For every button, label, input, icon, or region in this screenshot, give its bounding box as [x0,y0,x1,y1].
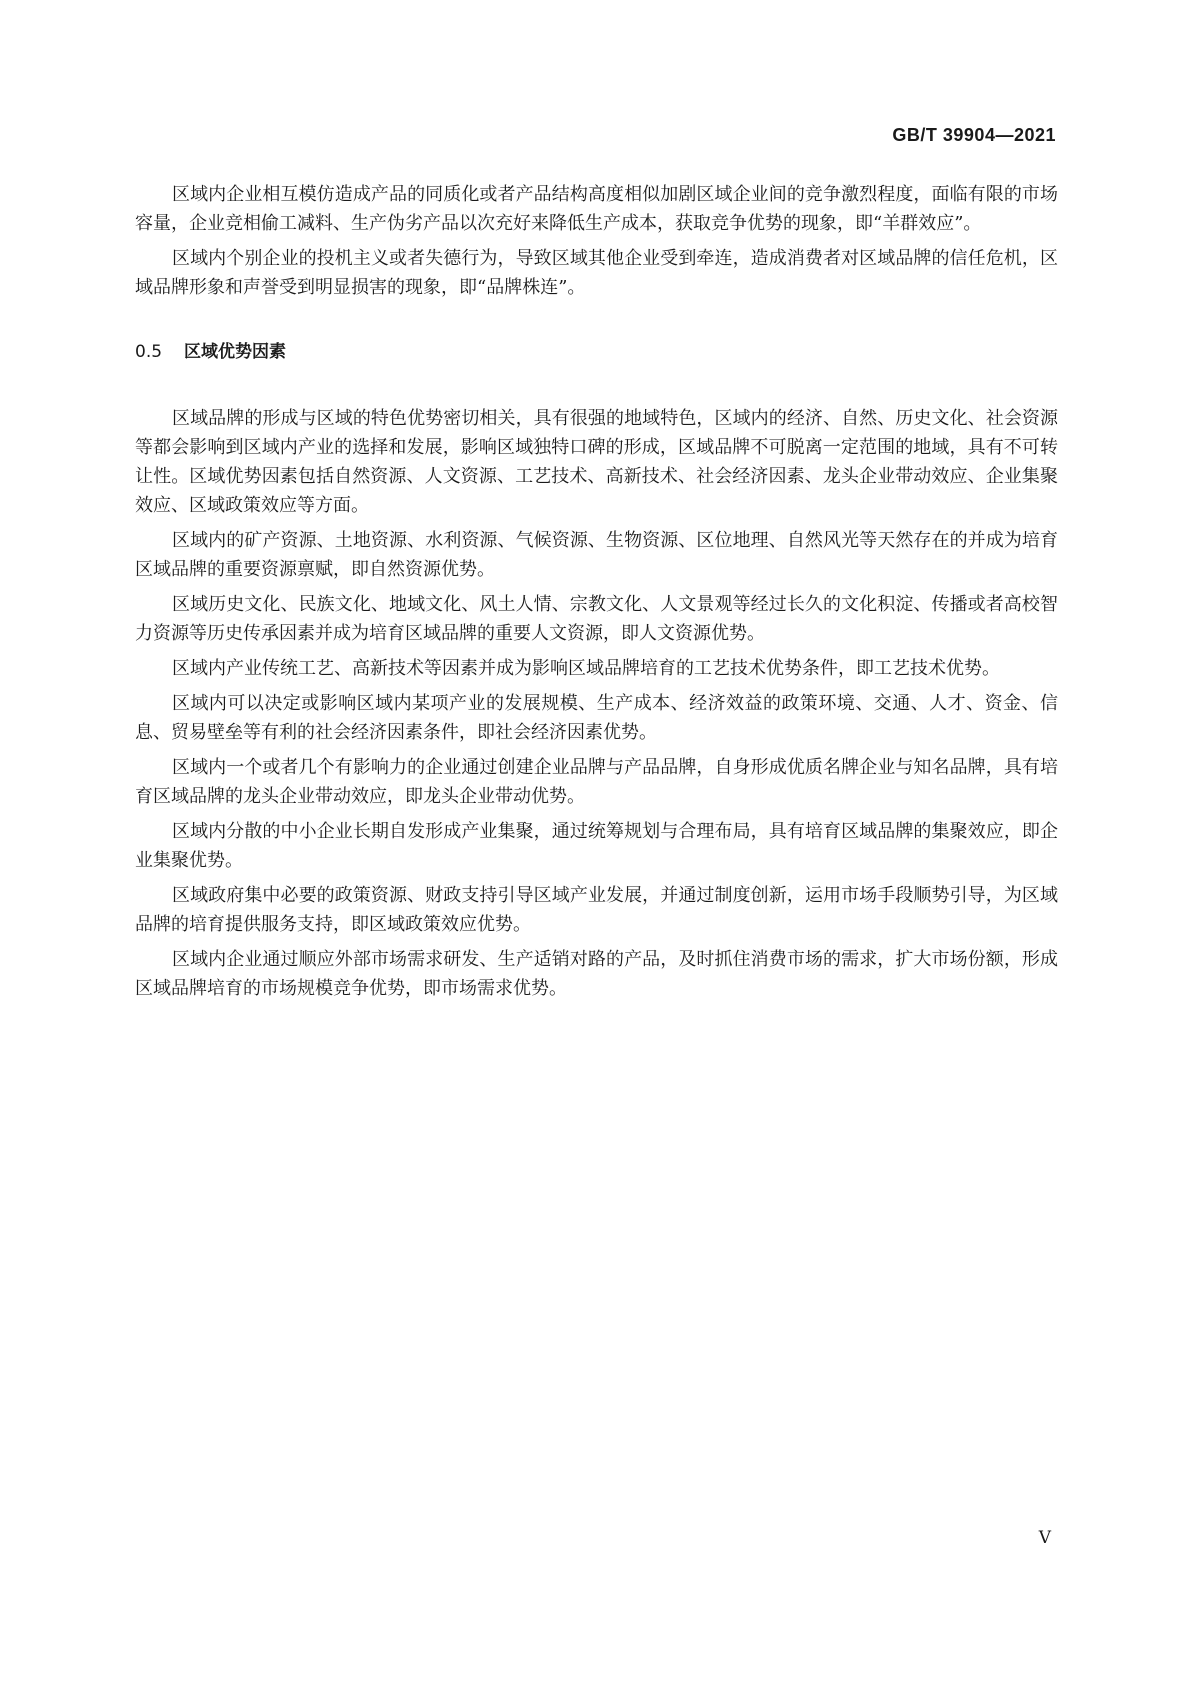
paragraph-socioeconomic-advantage: 区域内可以决定或影响区域内某项产业的发展规模、生产成本、经济效益的政策环境、交通、人才、资金、信息、贸易壁垒等有利的社会经济因素条件，即社会经济因素优势。 [135,693,1058,743]
section-number: 0.5 [135,342,163,362]
page-number: V [1038,1528,1051,1548]
document-code: GB/T 39904—2021 [892,125,1056,145]
paragraph-natural-resource-advantage: 区域内的矿产资源、土地资源、水利资源、气候资源、生物资源、区位地理、自然风光等天然存在的并成为培育区域品牌的重要资源禀赋，即自然资源优势。 [135,530,1058,580]
paragraph-herd-effect: 区域内企业相互模仿造成产品的同质化或者产品结构高度相似加剧区域企业间的竞争激烈程度，面临有限的市场容量，企业竞相偷工减料、生产伪劣产品以次充好来降低生产成本，获取竞争优势的现象，即“羊群效应”。 [135,184,1058,234]
paragraph-regional-advantage-overview: 区域品牌的形成与区域的特色优势密切相关，具有很强的地域特色，区域内的经济、自然、历史文化、社会资源等都会影响到区域内产业的选择和发展，影响区域独特口碑的形成，区域品牌不可脱离一定范围的地域，具有不可转让性。区域优势因素包括自然资源、人文资源、工艺技术、高新技术、社会经济因素、龙头企业带动效应、企业集聚效应、区域政策效应等方面。 [135,408,1058,516]
document-body [135,180,1058,1003]
paragraph-cultural-resource-advantage: 区域历史文化、民族文化、地域文化、风土人情、宗教文化、人文景观等经过长久的文化积淀、传播或者高校智力资源等历史传承因素并成为培育区域品牌的重要人文资源，即人文资源优势。 [135,594,1058,644]
paragraph-craft-technology-advantage: 区域内产业传统工艺、高新技术等因素并成为影响区域品牌培育的工艺技术优势条件，即工艺技术优势。 [172,658,1000,679]
section-title: 区域优势因素 [184,342,287,362]
section-heading [135,340,1058,364]
paragraph-brand-implication: 区域内个别企业的投机主义或者失德行为，导致区域其他企业受到牵连，造成消费者对区域品牌的信任危机，区域品牌形象和声誉受到明显损害的现象，即“品牌株连”。 [135,248,1058,298]
paragraph-market-demand-advantage: 区域内企业通过顺应外部市场需求研发、生产适销对路的产品，及时抓住消费市场的需求，扩大市场份额，形成区域品牌培育的市场规模竞争优势，即市场需求优势。 [135,949,1058,999]
paragraph-leading-enterprise-advantage: 区域内一个或者几个有影响力的企业通过创建企业品牌与产品品牌，自身形成优质名牌企业与知名品牌，具有培育区域品牌的龙头企业带动效应，即龙头企业带动优势。 [135,757,1058,807]
paragraph-enterprise-cluster-advantage: 区域内分散的中小企业长期自发形成产业集聚，通过统筹规划与合理布局，具有培育区域品牌的集聚效应，即企业集聚优势。 [135,821,1058,871]
paragraph-regional-policy-advantage: 区域政府集中必要的政策资源、财政支持引导区域产业发展，并通过制度创新，运用市场手段顺势引导，为区域品牌的培育提供服务支持，即区域政策效应优势。 [135,885,1058,935]
